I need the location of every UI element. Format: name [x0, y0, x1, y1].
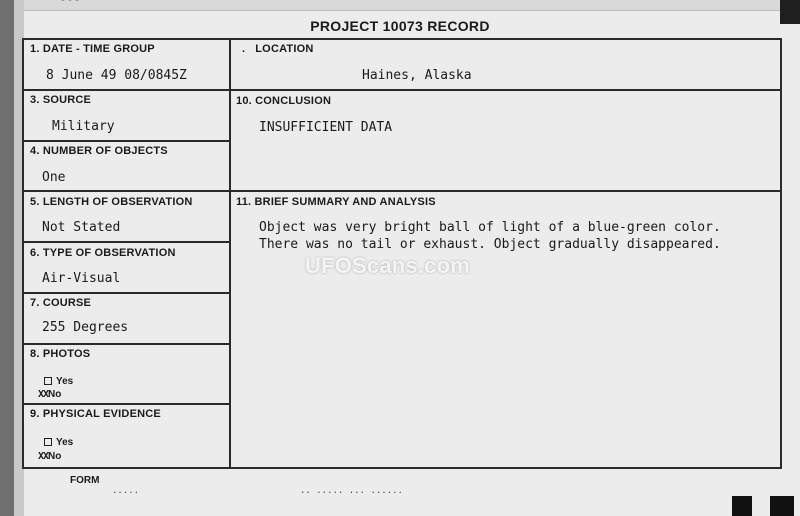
summary-label: 11. BRIEF SUMMARY AND ANALYSIS: [236, 196, 436, 208]
summary-line-2: There was no tail or exhaust. Object gradually disappeared.: [259, 237, 721, 252]
photos-no-option: [38, 389, 61, 400]
photos-yes-label: Yes: [56, 376, 74, 387]
record-title: PROJECT 10073 RECORD: [310, 18, 490, 34]
conclusion-value: INSUFFICIENT DATA: [259, 120, 393, 135]
physical-no-label: No: [48, 451, 62, 462]
row-divider: [22, 140, 231, 142]
photos-no-label: No: [48, 389, 62, 400]
scan-left-edge: [0, 0, 14, 516]
type-of-observation-value: Air-Visual: [42, 271, 121, 286]
photos-yes-option: [44, 376, 73, 387]
watermark: UFOScans.com: [305, 253, 471, 278]
location-label-dot: .: [242, 43, 246, 55]
row-divider: [22, 343, 231, 345]
source-label: 3. SOURCE: [30, 94, 92, 106]
date-time-value: 8 June 49 08/0845Z: [46, 68, 187, 83]
number-of-objects-value: One: [42, 170, 66, 185]
length-of-observation-label: 5. LENGTH OF OBSERVATION: [30, 196, 193, 208]
conclusion-label: 10. CONCLUSION: [236, 95, 332, 107]
physical-evidence-label: 9. PHYSICAL EVIDENCE: [30, 408, 161, 420]
photos-label: 8. PHOTOS: [30, 348, 91, 360]
type-of-observation-label: 6. TYPE OF OBSERVATION: [30, 247, 176, 259]
footer-scrawl-2: .. ..... ... ......: [300, 486, 403, 496]
form-label: FORM: [70, 475, 100, 486]
course-label: 7. COURSE: [30, 297, 92, 309]
scan-corner-bottom: [732, 496, 794, 516]
physical-yes-label: Yes: [56, 437, 74, 448]
number-of-objects-label: 4. NUMBER OF OBJECTS: [30, 145, 168, 157]
source-value: Military: [52, 119, 115, 134]
course-value: 255 Degrees: [42, 320, 129, 335]
location-label-text: LOCATION: [255, 43, 314, 55]
length-of-observation-value: Not Stated: [42, 220, 121, 235]
physical-no-mark: XX: [38, 451, 49, 462]
location-label: [242, 43, 314, 55]
date-time-label: 1. DATE - TIME GROUP: [30, 43, 155, 55]
footer-scrawl-1: .....: [112, 486, 140, 496]
row-divider: [22, 89, 782, 91]
summary-line-1: Object was very bright ball of light of a blue-green color.: [259, 220, 721, 235]
physical-yes-option: [44, 437, 73, 448]
photos-no-mark: XX: [38, 389, 49, 400]
row-divider: [22, 292, 231, 294]
row-divider: [22, 241, 231, 243]
top-scrawl: ---: [60, 0, 82, 6]
row-divider: [22, 190, 782, 192]
photos-yes-checkbox: [44, 377, 52, 385]
physical-no-option: [38, 451, 61, 462]
location-value: Haines, Alaska: [362, 68, 472, 83]
physical-yes-checkbox: [44, 438, 52, 446]
row-divider: [22, 403, 231, 405]
scan-top-strip: [24, 0, 784, 11]
